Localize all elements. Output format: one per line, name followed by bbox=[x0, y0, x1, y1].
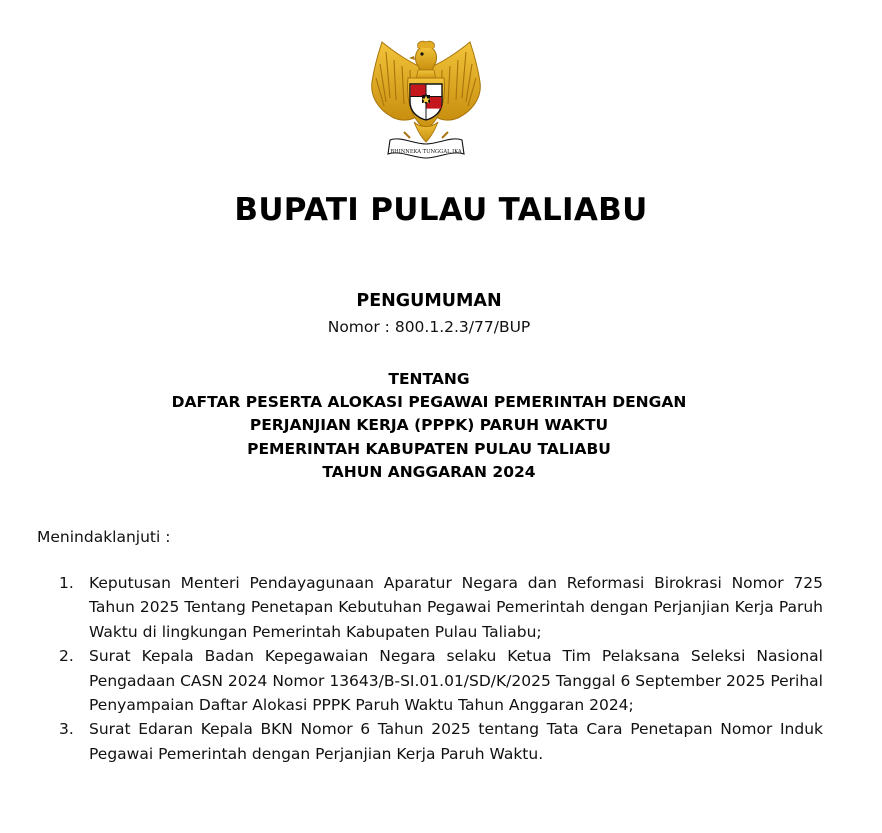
list-item bbox=[59, 571, 823, 644]
announcement-number: Nomor : 800.1.2.3/77/BUP bbox=[327, 318, 531, 336]
list-item bbox=[59, 644, 823, 717]
list-item-number: 2. bbox=[59, 647, 74, 666]
regent-title: BUPATI PULAU TALIABU bbox=[234, 192, 648, 228]
list-item-text: Surat Kepala Badan Kepegawaian Negara selaku Ketua Tim Pelaksana Seleksi Nasional Pengadaan CASN 2024 Nomor 13643/B-SI.01.01/SD/K/2025 Tanggal 6 September 2025 Perihal Penyampaian Daftar Alokasi PPPK Paruh Waktu Tahun Anggaran 2024; bbox=[89, 647, 823, 715]
motto-text: BHINNEKA TUNGGAL IKA bbox=[390, 149, 462, 155]
subject-line: PEMERINTAH KABUPATEN PULAU TALIABU bbox=[247, 439, 611, 458]
subject-line: DAFTAR PESERTA ALOKASI PEGAWAI PEMERINTAH DENGAN bbox=[171, 393, 687, 412]
list-item-number: 1. bbox=[59, 574, 74, 592]
subject-line: TENTANG bbox=[388, 370, 470, 388]
reference-list bbox=[59, 571, 823, 766]
subject-line: PERJANJIAN KERJA (PPPK) PARUH WAKTU bbox=[249, 416, 609, 435]
list-item bbox=[59, 717, 823, 766]
list-item-text: Surat Edaran Kepala BKN Nomor 6 Tahun 2025 tentang Tata Cara Penetapan Nomor Induk Pegawai Pemerintah dengan Perjanjian Kerja Paruh Waktu. bbox=[89, 720, 823, 763]
intro-text: Menindaklanjuti : bbox=[37, 528, 171, 546]
subject-line: TAHUN ANGGARAN 2024 bbox=[322, 462, 536, 481]
garuda-emblem-icon bbox=[364, 38, 488, 164]
list-item-number: 3. bbox=[59, 720, 74, 739]
list-item-text: Keputusan Menteri Pendayagunaan Aparatur Negara dan Reformasi Birokrasi Nomor 725 Tahun 2025 Tentang Penetapan Kebutuhan Pegawai Pemerintah dengan Perjanjian Kerja Paruh Waktu di lingkungan Pemerintah Kabupaten Pulau Taliabu; bbox=[89, 574, 823, 641]
announcement-subject bbox=[0, 368, 858, 484]
announcement-heading: PENGUMUMAN bbox=[356, 291, 502, 311]
